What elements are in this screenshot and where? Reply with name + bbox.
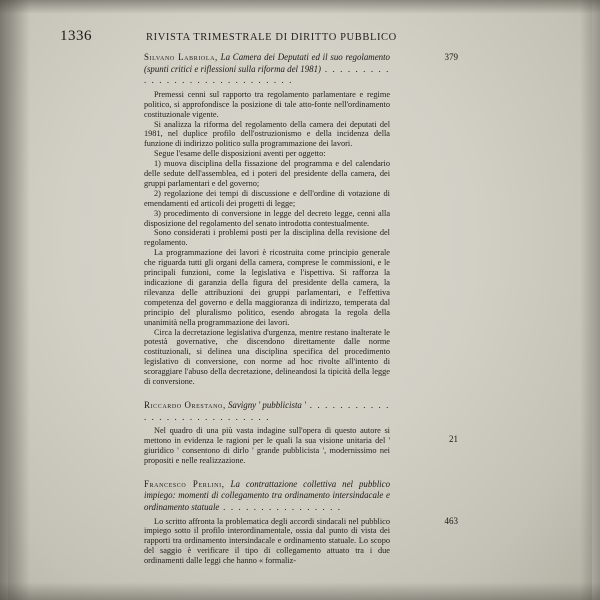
abstract-paragraph: Lo scritto affronta la problematica degli accordi sindacali nel pubblico impiego sotto il profilo interordinamentale, ossia dal punto di vista dei rapporti tra ordinamento intersindacale e ordinamento statuale. Lo scopo del saggio è verificare il tipo di collegamento attuato tra i due ordinamenti dalle leggi che hanno « formaliz-	[144, 516, 390, 566]
folio-number: 1336	[60, 28, 92, 44]
entry-page-number: 21	[449, 434, 458, 444]
abstract-paragraph: Sono considerati i problemi posti per la disciplina della revisione del regolamento.	[144, 228, 390, 248]
entry-author: Silvano Labriola,	[144, 52, 218, 62]
entry-leader: . . . . . . . . . . . . . . . . . . . . . . . . . . . .	[144, 399, 390, 422]
entry-title-line	[144, 400, 390, 423]
contents-column	[144, 52, 390, 572]
entry-page-number: 379	[444, 52, 458, 62]
abstract-paragraph: Circa la decretazione legislativa d'urgenza, mentre restano inalterate le potestà governative, che discendono direttamente dalle norme costituzionali, si delinea una disciplina specifica del procedimento legislativo di conversione, con norme ad hoc rivolte all'intento di scoraggiare l'abuso della decretazione, delineandosi la tipicità della legge di conversione.	[144, 327, 390, 387]
toc-entry	[144, 52, 390, 387]
abstract-paragraph: 1) muova disciplina della fissazione del programma e del calendario delle sedute dell'assemblea, ed i poteri del presidente della camera, dei gruppi parlamentari e del governo;	[144, 159, 390, 188]
abstract-paragraph: Nel quadro di una più vasta indagine sull'opera di questo autore si mettono in evidenza le ragioni per le quali la sua visione unitaria del ' giuridico ' consentono di dirlo ' grande pubblicista ', modernissimo nei propositi e nelle realizzazione.	[144, 426, 390, 465]
entry-title-line	[144, 52, 390, 87]
toc-entry	[144, 479, 390, 566]
journal-title: RIVISTA TRIMESTRALE DI DIRITTO PUBBLICO	[146, 32, 397, 43]
entry-title: Savigny ' pubblicista '	[227, 399, 306, 410]
entry-abstract	[144, 426, 390, 466]
entry-spacer	[144, 393, 390, 400]
abstract-paragraph: Premessi cenni sul rapporto tra regolamento parlamentare e regime politico, si approfondisce la posizione di tale atto-fonte nell'ordinamento costituzionale vigente.	[144, 89, 390, 119]
entry-author: Francesco Perlini,	[144, 478, 225, 489]
entry-title: La contrattazione collettiva nel pubblico impiego: momenti di collegamento tra ordinamento intersindacale e ordinamento statuale	[144, 478, 391, 512]
entry-author: Riccardo Orestano,	[144, 399, 226, 410]
entry-spacer	[144, 472, 390, 479]
toc-entry	[144, 400, 390, 466]
entry-title-line	[144, 479, 390, 514]
abstract-paragraph: 3) procedimento di conversione in legge del decreto legge, cenni alla disposizione del regolamento del senato introdotta contestualmente.	[144, 208, 390, 228]
running-head	[60, 28, 540, 45]
entry-abstract	[144, 90, 390, 387]
entry-title: La Camera dei Deputati ed il suo regolamento (spunti critici e riflessioni sulla riforma del 1981)	[144, 52, 390, 74]
entry-leader: . . . . . . . . . . . . . . . . . . . . . . . . . . . . .	[144, 63, 390, 86]
entry-abstract	[144, 517, 390, 567]
abstract-paragraph: 2) regolazione dei tempi di discussione e dell'ordine di votazione di emendamenti ed articoli dei progetti di legge;	[144, 188, 390, 208]
abstract-paragraph: La programmazione dei lavori è ricostruita come principio generale che riguarda tutti gli organi della camera, comprese le commissioni, e le principali funzioni, come la legislativa e l'ispettiva. Si rafforza la indicazione di garanzia della figura del presidente della camera, la rilevanza delle attribuzioni dei gruppi parlamentari, e l'effettiva competenza del governo e della maggioranza di indirizzo, temperata dal principio del pluralismo politico, esendo abrogata la regola della unanimità nella programmazione dei lavori.	[144, 248, 390, 327]
abstract-paragraph: Segue l'esame delle disposizioni aventi per oggetto:	[154, 149, 326, 159]
entry-leader: . . . . . . . . . . . . . . . .	[219, 501, 342, 512]
entry-page-number: 463	[444, 516, 458, 526]
abstract-paragraph: Si analizza la riforma del regolamento della camera dei deputati del 1981, nel duplice profilo dell'ostruzionismo e della incidenza della funzione di indirizzo politico sulla programmazione dei lavori.	[144, 119, 390, 149]
